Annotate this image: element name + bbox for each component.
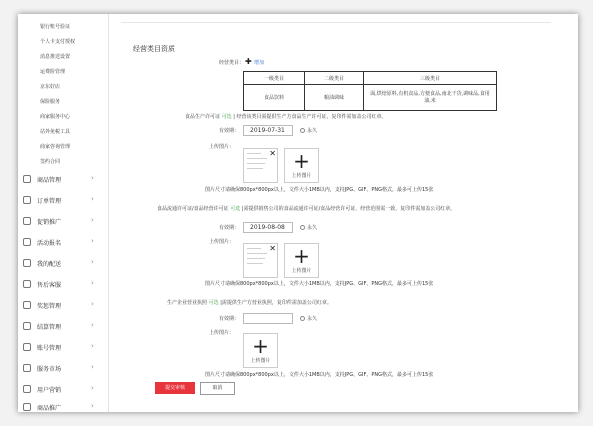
table-header: 一级类目	[244, 72, 305, 85]
upload-hint: 图片尺寸请确保800px*800px以上，文件大小1MB以内，支持JPG、GIF、PNG格式，最多可上传15张	[205, 281, 434, 287]
upload-button-label: 上传图片	[291, 268, 312, 274]
permanent-label: 永久	[307, 316, 318, 322]
add-category-link[interactable]: 增加	[254, 60, 265, 66]
sidebar-item-label: 售后客服	[37, 282, 62, 289]
permanent-label: 永久	[307, 128, 318, 134]
upload-label: 上传图片：	[209, 239, 235, 245]
sidebar-item-after-sales[interactable]	[23, 279, 105, 291]
validity-label: 有效期：	[219, 128, 240, 134]
sidebar-item-label: 服务市场	[37, 366, 62, 373]
date-input[interactable]	[243, 313, 293, 324]
sidebar-subitem-service-center[interactable]: 商家服务中心	[40, 114, 71, 120]
app-window	[18, 14, 578, 412]
permit1-desc: | 经营该类目需提供生产方食品生产许可证，复印件需加盖公司红章。	[233, 114, 387, 120]
permit1-label	[185, 113, 387, 120]
chevron-right-icon: ›	[91, 195, 94, 203]
sidebar-item-orders[interactable]	[23, 195, 105, 207]
sidebar-subitem-bank-verify[interactable]: 银行账号验证	[40, 24, 71, 30]
upload-hint: 图片尺寸请确保800px*800px以上，文件大小1MB以内，支持JPG、GIF、PNG格式，最多可上传15张	[205, 187, 434, 193]
sidebar-subitem-tax-tools[interactable]: 站外免税工具	[40, 129, 71, 135]
submit-button[interactable]: 提交审核	[155, 382, 195, 394]
permit3-name: 生产企业营业执照	[167, 300, 208, 306]
sidebar-item-label: 促销推广	[37, 219, 62, 226]
chevron-right-icon: ›	[91, 402, 94, 410]
divider	[121, 22, 551, 23]
sidebar-item-products[interactable]	[23, 174, 105, 186]
main-content	[109, 14, 578, 412]
section-title: 经营类目资质	[133, 45, 175, 53]
sidebar-subitem-card-auth[interactable]: 个人卡支付授权	[40, 39, 76, 45]
chevron-right-icon: ›	[91, 216, 94, 224]
permit2-label	[157, 205, 455, 212]
award-icon	[23, 301, 31, 309]
plus-icon: +	[293, 244, 310, 268]
permanent-label: 永久	[307, 225, 318, 231]
sidebar-item-label: 用户营销	[37, 387, 62, 394]
close-icon[interactable]: ✕	[269, 244, 276, 253]
plus-icon: +	[293, 149, 310, 173]
sidebar-item-rewards[interactable]	[23, 300, 105, 312]
table-cell: 粮油调味	[305, 85, 364, 111]
promo-icon	[23, 403, 31, 411]
activity-icon	[23, 238, 31, 246]
user-icon	[23, 343, 31, 351]
upload-button-label: 上传图片	[250, 358, 271, 364]
chevron-right-icon: ›	[91, 321, 94, 329]
sidebar-subitem-contract[interactable]: 签约合同	[40, 159, 61, 165]
chevron-right-icon: ›	[91, 279, 94, 287]
settlement-icon	[23, 322, 31, 330]
upload-button[interactable]	[243, 333, 278, 368]
sidebar-item-label: 奖惩管理	[37, 303, 62, 310]
sidebar-item-delivery[interactable]	[23, 258, 105, 270]
plus-icon: +	[252, 334, 269, 358]
chevron-right-icon: ›	[91, 237, 94, 245]
sidebar	[18, 14, 109, 412]
permanent-radio[interactable]	[300, 316, 305, 321]
sidebar-item-accounts[interactable]	[23, 342, 105, 354]
date-input[interactable]: 2019-07-31	[243, 125, 293, 136]
sidebar-item-user-marketing[interactable]	[23, 384, 105, 396]
chevron-right-icon: ›	[91, 342, 94, 350]
table-row	[244, 85, 497, 111]
category-table	[243, 71, 497, 111]
chevron-right-icon: ›	[91, 363, 94, 371]
order-icon	[23, 196, 31, 204]
upload-button[interactable]	[284, 148, 319, 183]
truck-icon	[23, 259, 31, 267]
uploaded-thumbnail[interactable]	[243, 148, 278, 183]
upload-button-label: 上传图片	[291, 173, 312, 179]
sidebar-item-service-market[interactable]	[23, 363, 105, 375]
category-label: 经营类目：	[219, 60, 245, 66]
upload-button[interactable]	[284, 243, 319, 278]
sidebar-item-label: 我的配送	[37, 261, 62, 268]
validity-label: 有效期：	[219, 225, 240, 231]
sidebar-item-label: 账号管理	[37, 345, 62, 352]
sidebar-item-label: 订单管理	[37, 198, 62, 205]
permit3-desc: |需提供生产方营业执照，复印件需加盖公司红章。	[220, 300, 332, 306]
date-input[interactable]: 2019-08-08	[243, 222, 293, 233]
sidebar-item-label: 商品管理	[37, 177, 62, 184]
cancel-button[interactable]: 取消	[200, 382, 235, 395]
sidebar-subitem-jd-store[interactable]: 京东好店	[40, 84, 61, 90]
validity-label: 有效期：	[219, 316, 240, 322]
sidebar-item-settlement[interactable]	[23, 321, 105, 333]
market-icon	[23, 364, 31, 372]
sidebar-subitem-consult[interactable]: 商家咨询管理	[40, 144, 71, 150]
optional-tag: 可选	[221, 114, 232, 120]
optional-tag: 可选	[230, 206, 241, 212]
uploaded-thumbnail[interactable]	[243, 243, 278, 278]
promotion-icon	[23, 217, 31, 225]
chevron-right-icon: ›	[91, 174, 94, 182]
sidebar-item-label: 商品推广	[37, 405, 62, 412]
sidebar-item-product-promo[interactable]	[23, 402, 105, 412]
sidebar-item-activities[interactable]	[23, 237, 105, 249]
table-header: 二级类目	[305, 72, 364, 85]
marketing-icon	[23, 385, 31, 393]
chevron-right-icon: ›	[91, 384, 94, 392]
close-icon[interactable]: ✕	[269, 149, 276, 158]
table-header: 三级类目	[364, 72, 497, 85]
sidebar-item-label: 结算管理	[37, 324, 62, 331]
table-cell: 面,烘焙原料,有机食品,方便食品,南北干货,调味品,食用油,米	[364, 85, 497, 111]
upload-hint: 图片尺寸请确保800px*800px以上，文件大小1MB以内，支持JPG、GIF、PNG格式，最多可上传15张	[205, 372, 434, 378]
permit2-desc: |需提供销售公司的食品流通许可证/食品经营许可证，经营范围需一致，复印件需加盖公司红章。	[241, 206, 456, 212]
upload-label: 上传图片：	[209, 144, 235, 150]
headset-icon	[23, 280, 31, 288]
upload-label: 上传图片：	[209, 330, 235, 336]
optional-tag: 可选	[208, 300, 219, 306]
sidebar-item-label: 活动报名	[37, 240, 62, 247]
plus-icon[interactable]: ✚	[245, 57, 252, 66]
sidebar-subitem-insurance[interactable]: 保险服务	[40, 99, 61, 105]
chevron-right-icon: ›	[91, 300, 94, 308]
chevron-right-icon: ›	[91, 258, 94, 266]
permanent-radio[interactable]	[300, 225, 305, 230]
permanent-radio[interactable]	[300, 128, 305, 133]
sidebar-subitem-freight-insurance[interactable]: 运费险管理	[40, 69, 66, 75]
permit2-name: 食品流通许可证/食品经营许可证	[157, 206, 229, 212]
sidebar-item-promotion[interactable]	[23, 216, 105, 228]
box-icon	[23, 175, 31, 183]
permit3-label	[167, 299, 332, 306]
permit1-name: 食品生产许可证	[185, 114, 221, 120]
table-cell: 食品饮料	[244, 85, 305, 111]
sidebar-subitem-push-settings[interactable]: 消息推送设置	[40, 54, 71, 60]
